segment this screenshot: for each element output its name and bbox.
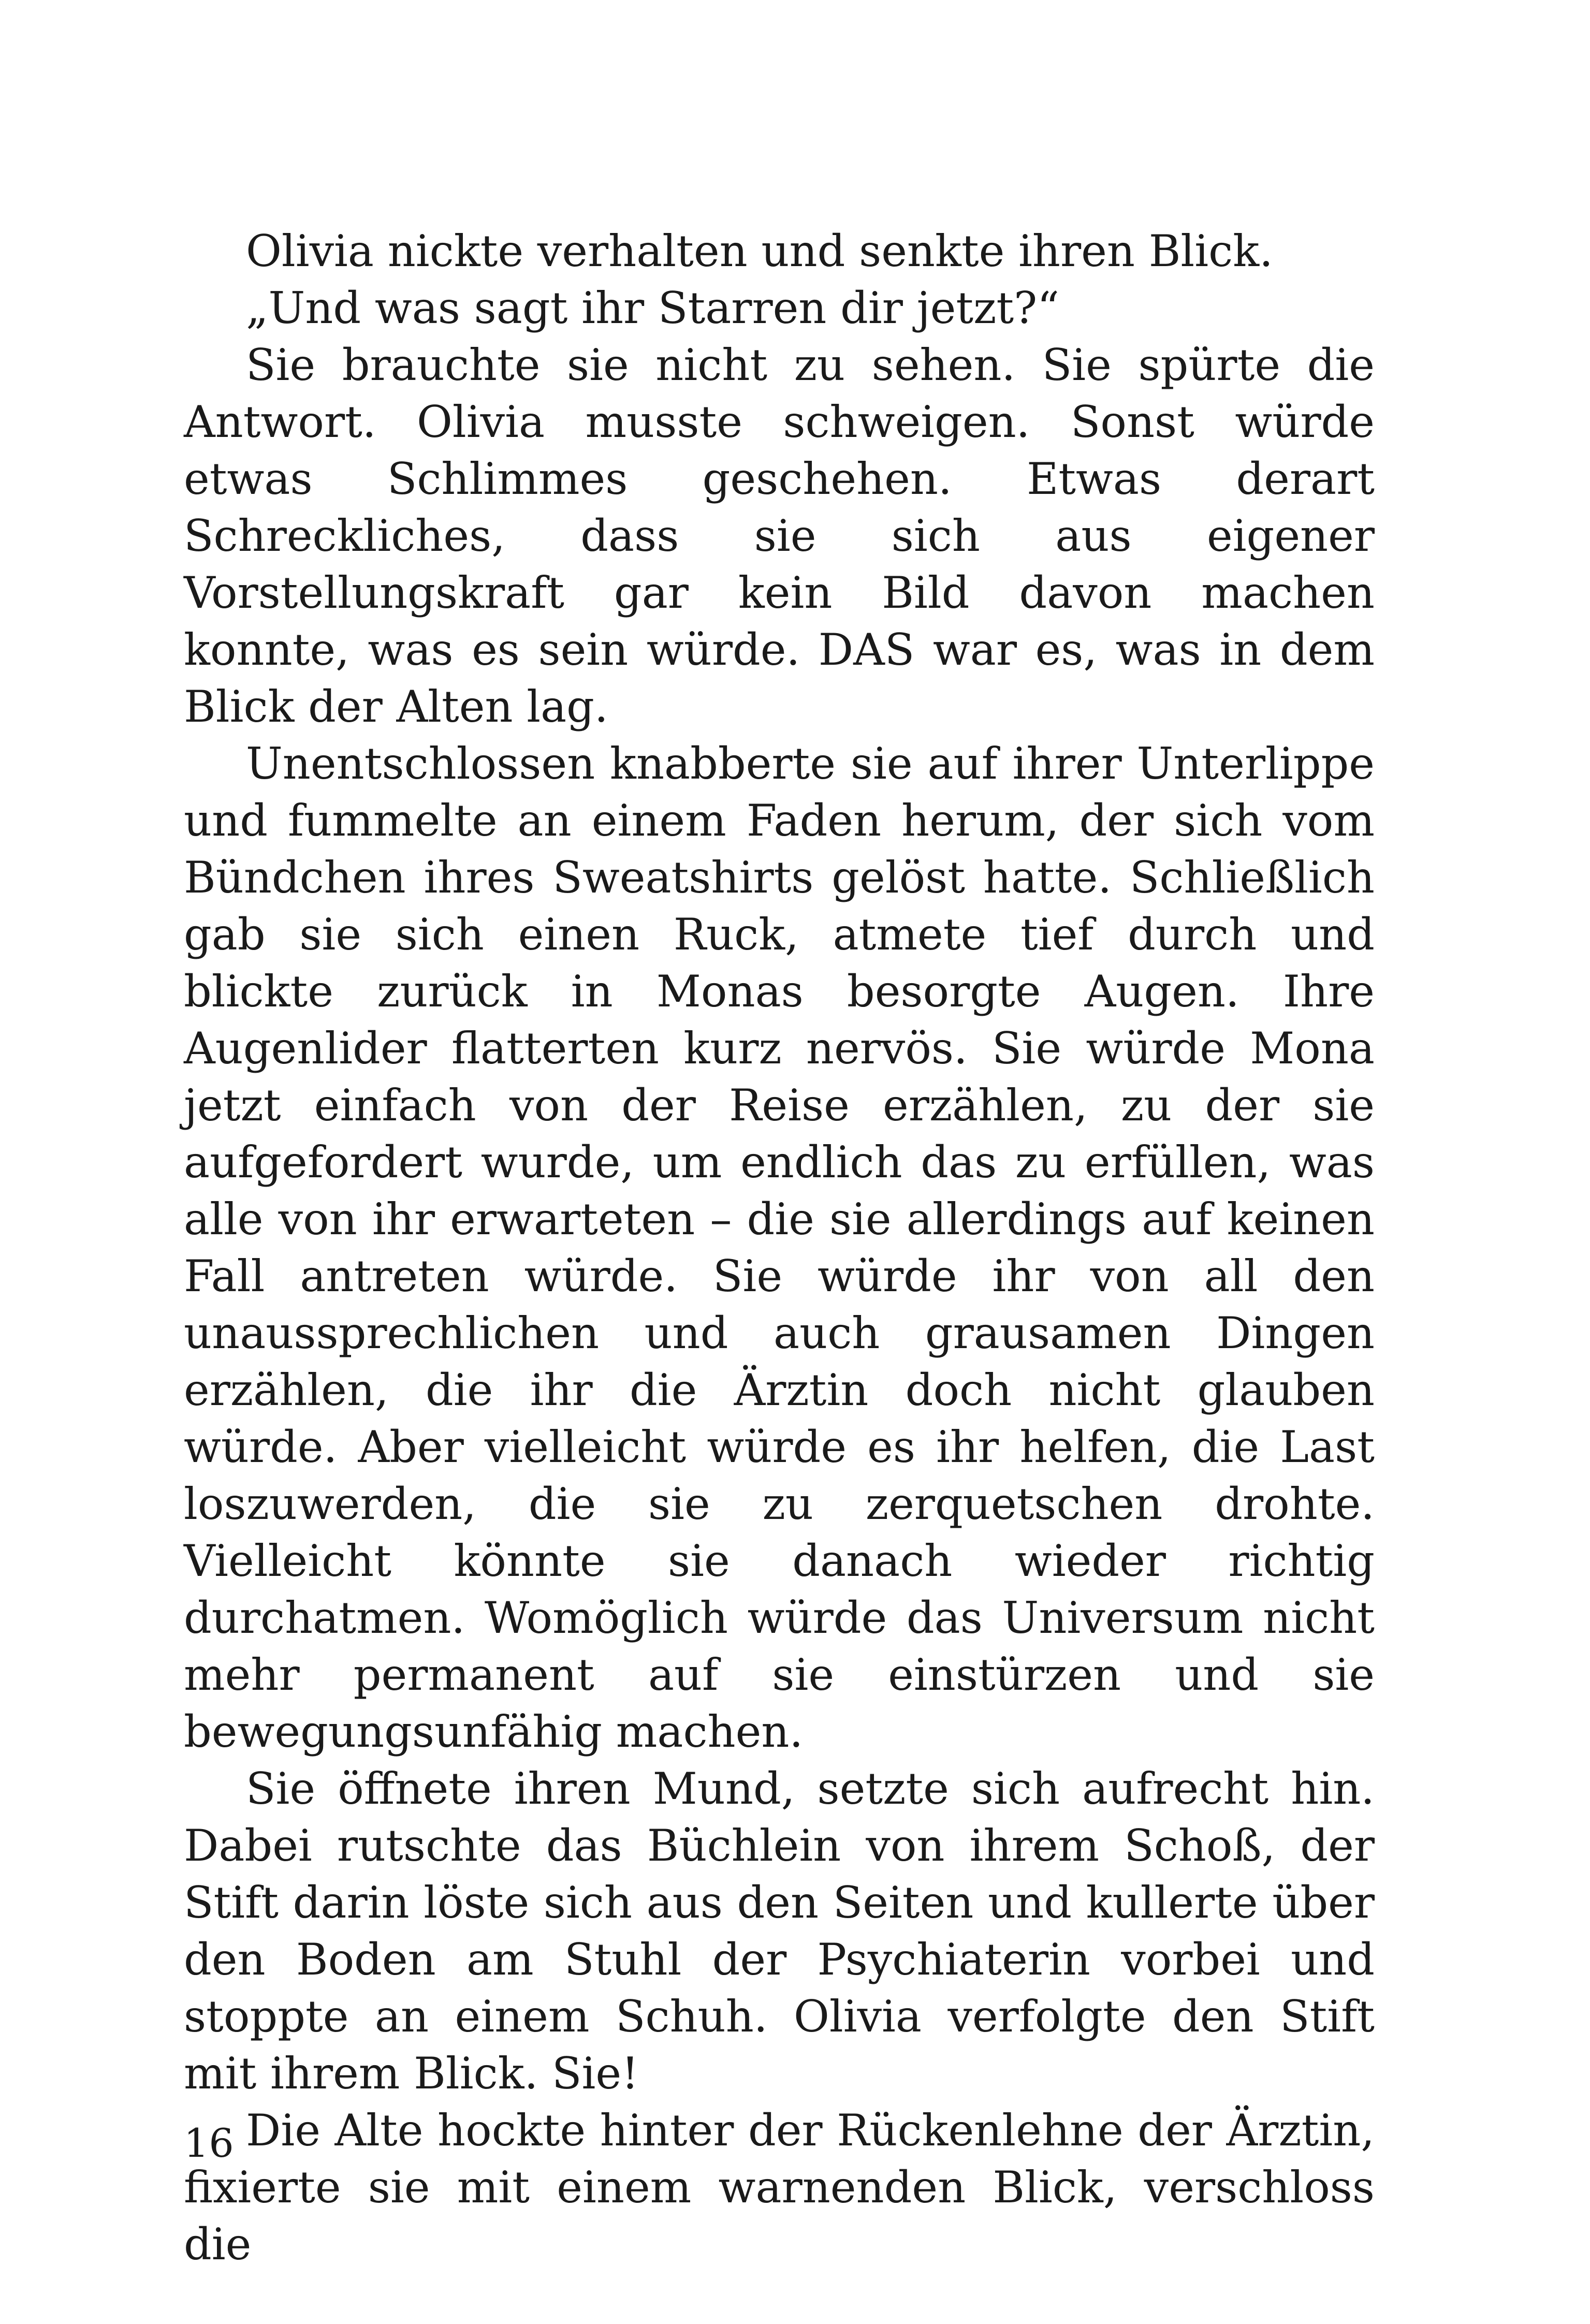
paragraph-1: Olivia nickte verhalten und senkte ihren Blick.: [246, 226, 1273, 276]
paragraph-6: Die Alte hockte hinter der Rückenlehne der Ärztin, fixierte sie mit einem warnenden Blick, verschloss die: [184, 2105, 1375, 2270]
body-text: [184, 223, 1375, 2273]
paragraph-5: Sie öffnete ihren Mund, setzte sich aufrecht hin. Dabei rutschte das Büchlein von ihrem Schoß, der Stift darin löste sich aus den Seiten und kullerte über den Boden am Stuhl der Psychiaterin vorbei und stoppte an einem Schuh. Olivia verfolgte den Stift mit ihrem Blick. Sie!: [184, 1763, 1375, 2099]
paragraph-2: „Und was sagt ihr Starren dir jetzt?“: [246, 283, 1060, 333]
paragraph-3: Sie brauchte sie nicht zu sehen. Sie spürte die Antwort. Olivia musste schweigen. Sonst würde etwas Schlimmes geschehen. Etwas derart Schreckliches, dass sie sich aus eigener Vorstellungskraft gar kein Bild davon machen konnte, was es sein würde. DAS war es, was in dem Blick der Alten lag.: [184, 340, 1375, 732]
page-number: 16: [184, 2120, 234, 2166]
paragraph-4: Unentschlossen knabberte sie auf ihrer Unterlippe und fummelte an einem Faden herum, der sich vom Bündchen ihres Sweatshirts gelöst hatte. Schließlich gab sie sich einen Ruck, atmete tief durch und blickte zurück in Monas besorgte Augen. Ihre Augenlider flatterten kurz nervös. Sie würde Mona jetzt einfach von der Reise erzählen, zu der sie aufgefordert wurde, um endlich das zu erfüllen, was alle von ihr erwarteten – die sie allerdings auf keinen Fall antreten würde. Sie würde ihr von all den unaussprechlichen und auch grausamen Dingen erzählen, die ihr die Ärztin doch nicht glauben würde. Aber vielleicht würde es ihr helfen, die Last loszuwerden, die sie zu zerquetschen drohte. Vielleicht könnte sie danach wieder richtig durchatmen. Womöglich würde das Universum nicht mehr permanent auf sie einstürzen und sie bewegungsunfähig machen.: [184, 738, 1375, 1757]
